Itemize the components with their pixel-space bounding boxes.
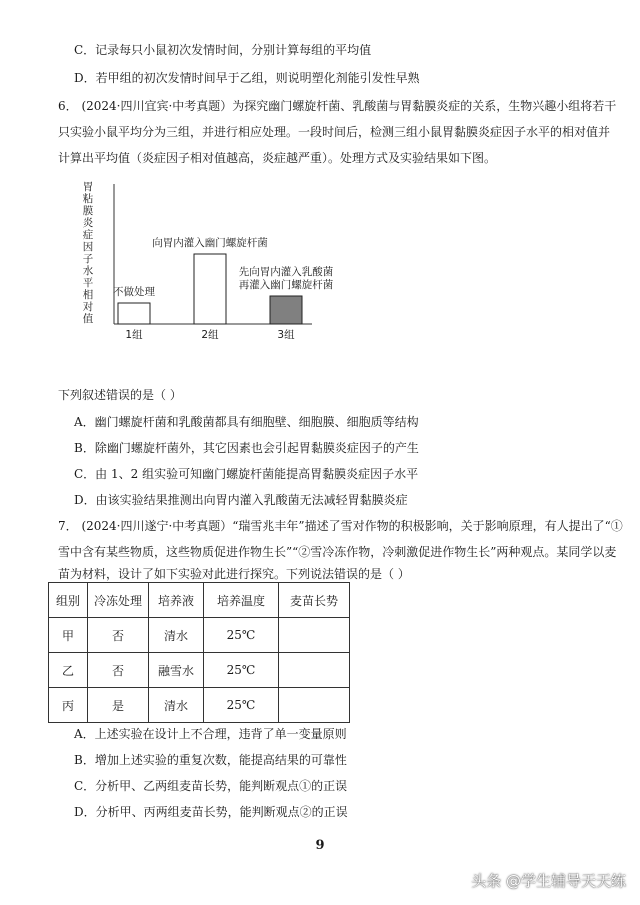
table-cell: 25℃ xyxy=(204,653,279,688)
table-cell: 丙 xyxy=(49,688,88,723)
bar-3 xyxy=(270,296,302,324)
table-header: 麦苗长势 xyxy=(279,583,350,618)
q6-prompt: 下列叙述错误的是（ ） xyxy=(58,388,182,402)
x-tick-label: 1组 xyxy=(125,329,143,341)
table-cell: 乙 xyxy=(49,653,88,688)
table-cell: 否 xyxy=(88,618,149,653)
q6-stem-line1: 6． (2024·四川宜宾·中考真题）为探究幽门螺旋杆菌、乳酸菌与胃黏膜炎症的关系，生物兴趣小组将若干 xyxy=(58,99,617,113)
table-cell xyxy=(279,653,350,688)
table-cell: 是 xyxy=(88,688,149,723)
table-cell xyxy=(279,618,350,653)
q6-stem-line3: 计算出平均值（炎症因子相对值越高，炎症越严重）。处理方式及实验结果如下图。 xyxy=(58,151,497,165)
y-axis-label-char: 水 xyxy=(82,265,94,277)
table-row xyxy=(49,653,350,688)
y-axis-label-char: 因 xyxy=(82,241,94,253)
y-axis-label-char: 症 xyxy=(82,229,94,241)
q7-stem-line3: 苗为材料，设计了如下实验对此进行探究。下列说法错误的是（ ） xyxy=(58,567,410,581)
q7-experiment-table xyxy=(48,582,350,723)
y-axis-label xyxy=(83,181,94,325)
bar-1 xyxy=(118,303,150,324)
table-cell: 甲 xyxy=(49,618,88,653)
y-axis-label-char: 对 xyxy=(82,301,94,313)
y-axis-label-char: 膜 xyxy=(82,205,94,217)
table-header: 培养温度 xyxy=(204,583,279,618)
table-header: 组别 xyxy=(49,583,88,618)
table-cell: 清水 xyxy=(149,618,204,653)
y-axis-label-char: 相 xyxy=(82,289,94,301)
q7-stem-line1: 7． (2024·四川遂宁·中考真题）“瑞雪兆丰年”描述了雪对作物的积极影响，关于影响原理，有人提出了“① xyxy=(58,519,623,533)
y-axis-label-char: 粘 xyxy=(82,193,94,205)
table-cell: 否 xyxy=(88,653,149,688)
q7-option-a: A．上述实验在设计上不合理，违背了单一变量原则 xyxy=(74,727,347,741)
page-number: 9 xyxy=(315,838,325,853)
table-cell: 清水 xyxy=(149,688,204,723)
y-axis-label-char: 炎 xyxy=(82,217,94,229)
x-tick-label: 3组 xyxy=(277,329,295,341)
q6-bar-chart xyxy=(80,180,380,350)
table-row xyxy=(49,618,350,653)
bar-annotation: 不做处理 xyxy=(113,286,155,298)
table-cell: 25℃ xyxy=(204,688,279,723)
q6-option-d: D．由该实验结果推测出向胃内灌入乳酸菌无法减轻胃黏膜炎症 xyxy=(74,493,408,507)
q6-option-c: C．由 1、2 组实验可知幽门螺旋杆菌能提高胃黏膜炎症因子水平 xyxy=(74,467,419,481)
bar-2 xyxy=(194,254,226,324)
bar-annotation: 先向胃内灌入乳酸菌 xyxy=(238,266,334,278)
table-header: 培养液 xyxy=(149,583,204,618)
x-tick-label: 2组 xyxy=(201,329,219,341)
table-header: 冷冻处理 xyxy=(88,583,149,618)
y-axis-label-char: 胃 xyxy=(82,181,94,193)
y-axis-label-char: 子 xyxy=(82,253,94,265)
q7-stem-line2: 雪中含有某些物质，这些物质促进作物生长”“②雪冷冻作物，冷刺激促进作物生长”两种观点。某同学以麦 xyxy=(58,545,617,559)
q5-option-d: D．若甲组的初次发情时间早于乙组，则说明塑化剂能引发性早熟 xyxy=(74,71,420,85)
bar-chart-svg xyxy=(80,180,380,350)
q6-option-b: B．除幽门螺旋杆菌外，其它因素也会引起胃黏膜炎症因子的产生 xyxy=(74,441,419,455)
q6-stem-line2: 只实验小鼠平均分为三组，并进行相应处理。一段时间后，检测三组小鼠胃黏膜炎症因子水平的相对值并 xyxy=(58,125,611,139)
y-axis-label-char: 平 xyxy=(82,277,94,289)
q5-option-c: C．记录每只小鼠初次发情时间，分别计算每组的平均值 xyxy=(74,43,372,57)
bar-annotation: 向胃内灌入幽门螺旋杆菌 xyxy=(152,237,268,249)
y-axis-label-char: 值 xyxy=(82,313,94,325)
bar-annotation: 再灌入幽门螺旋杆菌 xyxy=(238,279,334,291)
q6-option-a: A．幽门螺旋杆菌和乳酸菌都具有细胞壁、细胞膜、细胞质等结构 xyxy=(74,415,419,429)
q7-option-b: B．增加上述实验的重复次数，能提高结果的可靠性 xyxy=(74,753,347,767)
table-cell: 融雪水 xyxy=(149,653,204,688)
table-cell xyxy=(279,688,350,723)
q7-option-d: D．分析甲、丙两组麦苗长势，能判断观点②的正误 xyxy=(74,805,348,819)
watermark: 头条 @学生辅导天天练 xyxy=(471,872,626,890)
table-row xyxy=(49,688,350,723)
q7-option-c: C．分析甲、乙两组麦苗长势，能判断观点①的正误 xyxy=(74,779,348,793)
table-header-row xyxy=(49,583,350,618)
table-cell: 25℃ xyxy=(204,618,279,653)
